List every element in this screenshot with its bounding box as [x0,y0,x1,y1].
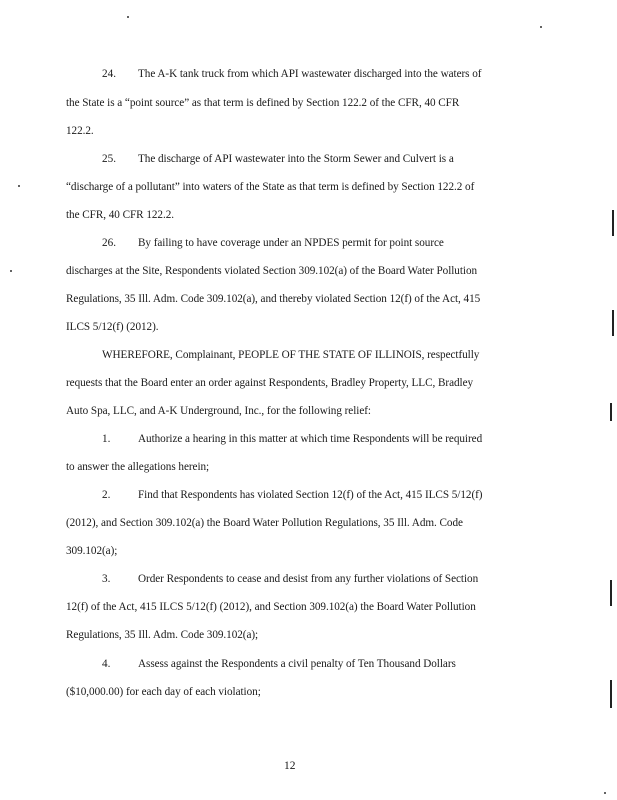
scan-speck [10,270,12,272]
paragraph-number: 25. [102,153,116,165]
margin-mark [612,310,614,336]
text-line: Regulations, 35 Ill. Adm. Code 309.102(a), and thereby violated Section 12(f) of the Act, 415 [66,293,481,305]
text-line: Assess against the Respondents a civil penalty of Ten Thousand Dollars [138,658,456,670]
text-line: ($10,000.00) for each day of each violation; [66,686,261,698]
relief-number: 3. [102,573,111,585]
text-line: The discharge of API wastewater into the Storm Sewer and Culvert is a [138,153,454,165]
text-line: discharges at the Site, Respondents violated Section 309.102(a) of the Board Water Pollution [66,265,478,277]
text-line: (2012), and Section 309.102(a) the Board Water Pollution Regulations, 35 Ill. Adm. Code [66,517,463,529]
text-line: the CFR, 40 CFR 122.2. [66,209,175,221]
text-line: 12(f) of the Act, 415 ILCS 5/12(f) (2012), and Section 309.102(a) the Board Water Pollution [66,601,476,613]
text-line: Find that Respondents has violated Section 12(f) of the Act, 415 ILCS 5/12(f) [138,489,483,501]
text-line: Authorize a hearing in this matter at which time Respondents will be required [138,433,483,445]
relief-number: 1. [102,433,111,445]
margin-mark [610,680,612,708]
text-line: to answer the allegations herein; [66,461,210,473]
text-line: Order Respondents to cease and desist from any further violations of Section [138,573,479,585]
wherefore-line: WHEREFORE, Complainant, PEOPLE OF THE STATE OF ILLINOIS, respectfully [102,349,480,361]
scan-speck [18,185,20,187]
text-line: The A-K tank truck from which API wastewater discharged into the waters of [138,68,482,80]
text-line: the State is a “point source” as that term is defined by Section 122.2 of the CFR, 40 CFR [66,97,460,109]
text-line: ILCS 5/12(f) (2012). [66,321,159,333]
text-line: 309.102(a); [66,545,118,557]
text-line: By failing to have coverage under an NPDES permit for point source [138,237,444,249]
text-line: 122.2. [66,125,94,137]
text-line: requests that the Board enter an order against Respondents, Bradley Property, LLC, Bradley [66,377,474,389]
relief-number: 2. [102,489,111,501]
page-number: 12 [284,760,296,772]
margin-mark [612,210,614,236]
scan-speck [127,16,129,18]
margin-mark [610,403,612,421]
paragraph-number: 26. [102,237,116,249]
relief-number: 4. [102,658,111,670]
paragraph-number: 24. [102,68,116,80]
margin-mark [610,580,612,606]
text-line: “discharge of a pollutant” into waters of the State as that term is defined by Section 122.2 of [66,181,475,193]
scan-speck [604,792,606,794]
text-line: Auto Spa, LLC, and A-K Underground, Inc., for the following relief: [66,405,371,417]
text-line: Regulations, 35 Ill. Adm. Code 309.102(a); [66,629,259,641]
scan-speck [540,26,542,28]
